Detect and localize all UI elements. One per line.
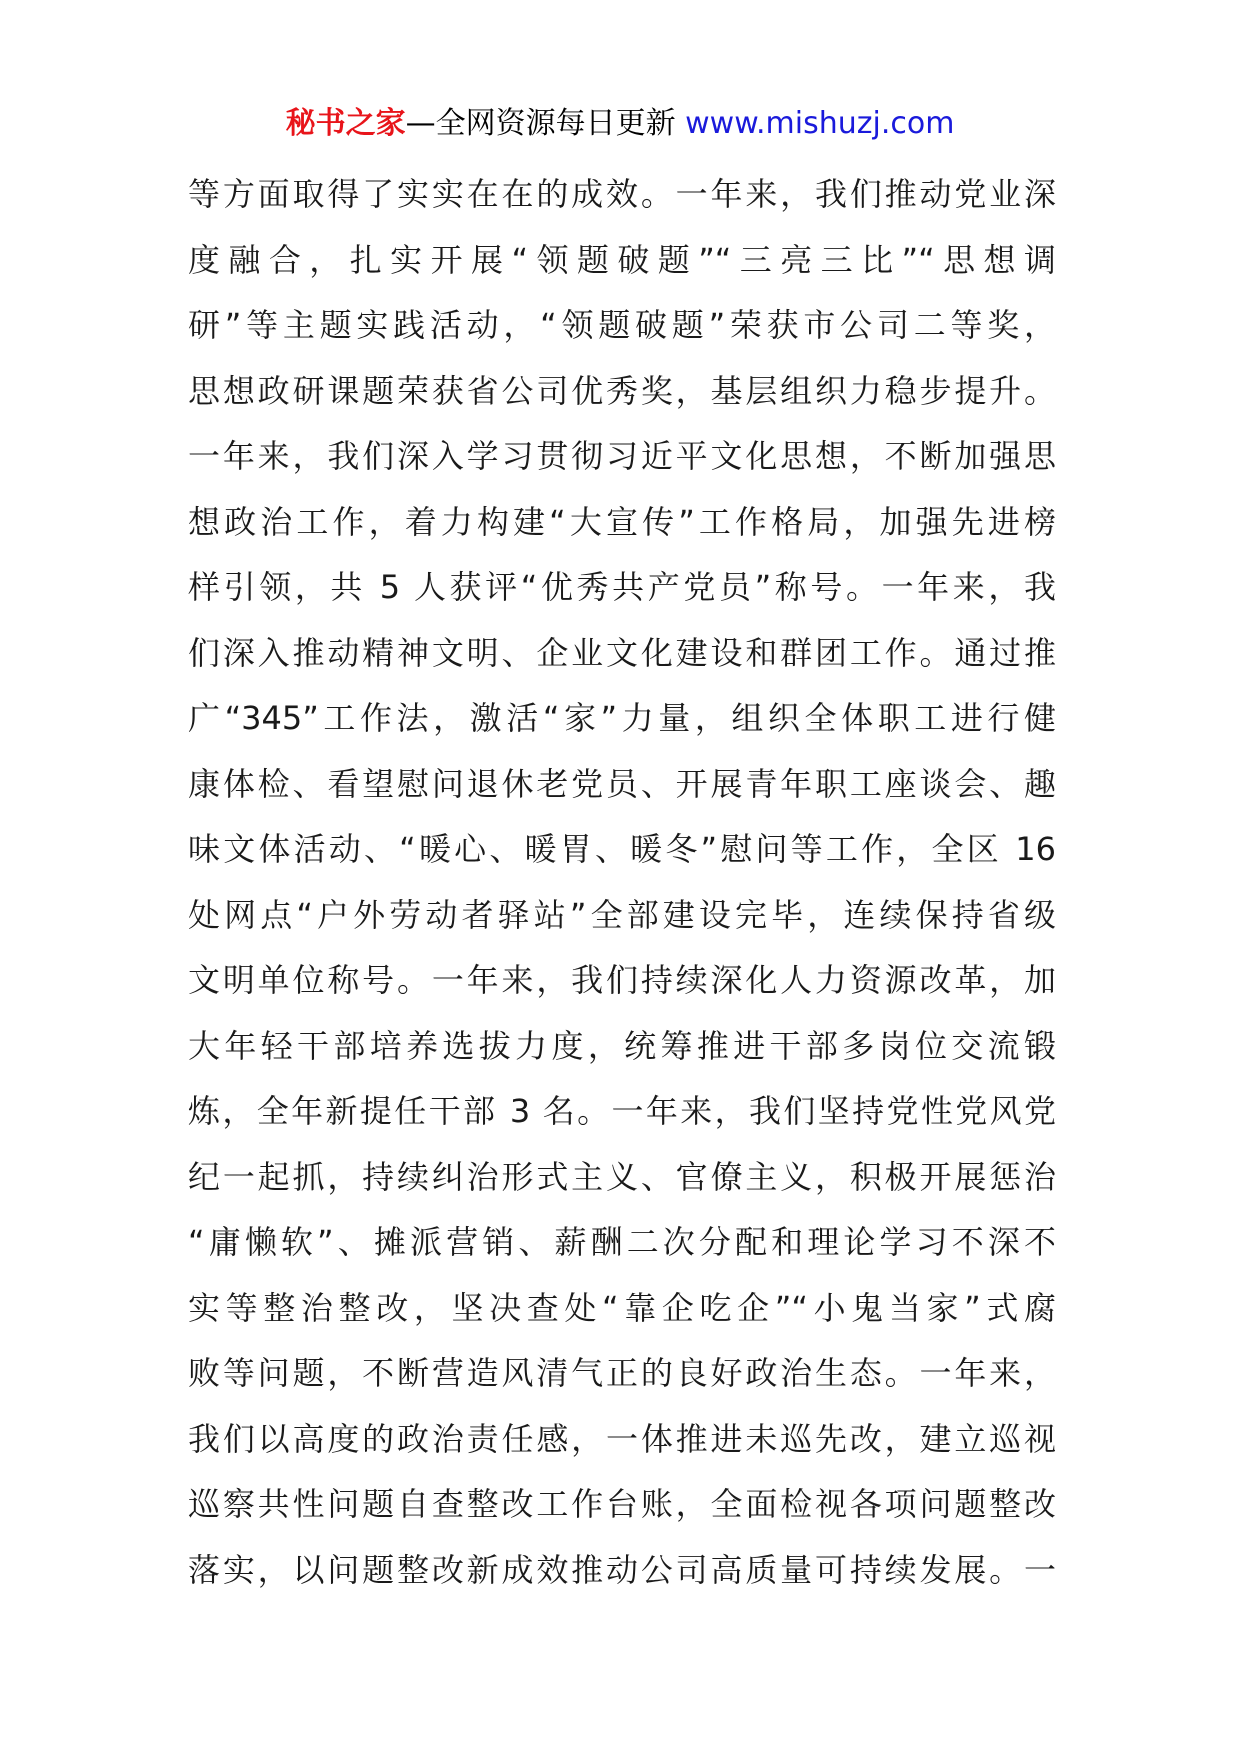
body-line: 研”等主题实践活动，“领题破题”荣获市公司二等奖， bbox=[188, 306, 1056, 344]
body-line: 想政治工作，着力构建“大宣传”工作格局，加强先进榜 bbox=[188, 502, 1056, 541]
body-line: 大年轻干部培养选拔力度，统筹推进干部多岗位交流锻 bbox=[188, 1026, 1056, 1065]
website-link[interactable]: www.mishuzj.com bbox=[685, 106, 955, 141]
body-line: 处网点“户外劳动者驿站”全部建设完毕，连续保持省级 bbox=[188, 895, 1056, 934]
body-line: 巡察共性问题自查整改工作台账，全面检视各项问题整改 bbox=[188, 1485, 1056, 1523]
header-tagline: —全网资源每日更新 bbox=[405, 106, 676, 141]
body-line: 味文体活动、“暖心、暖胃、暖冬”慰问等工作，全区 16 bbox=[188, 830, 1056, 868]
body-line: 炼，全年新提任干部 3 名。一年来，我们坚持党性党风党 bbox=[188, 1092, 1056, 1130]
document-body bbox=[188, 162, 1056, 1603]
page-header bbox=[0, 102, 1240, 146]
body-line: 实等整治整改，坚决查处“靠企吃企”“小鬼当家”式腐 bbox=[188, 1288, 1056, 1327]
body-line: “庸懒软”、摊派营销、薪酬二次分配和理论学习不深不 bbox=[188, 1223, 1056, 1261]
body-line: 文明单位称号。一年来，我们持续深化人力资源改革，加 bbox=[188, 961, 1056, 999]
body-line: 们深入推动精神文明、企业文化建设和群团工作。通过推 bbox=[188, 633, 1056, 672]
body-line: 我们以高度的政治责任感，一体推进未巡先改，建立巡视 bbox=[188, 1419, 1056, 1458]
body-line: 等方面取得了实实在在的成效。一年来，我们推动党业深 bbox=[188, 175, 1056, 213]
body-line: 落实，以问题整改新成效推动公司高质量可持续发展。一 bbox=[188, 1550, 1056, 1589]
body-line: 一年来，我们深入学习贯彻习近平文化思想，不断加强思 bbox=[188, 437, 1056, 475]
body-line: 度融合，扎实开展“领题破题”“三亮三比”“思想调 bbox=[188, 240, 1056, 279]
body-line: 思想政研课题荣获省公司优秀奖，基层组织力稳步提升。 bbox=[188, 371, 1056, 410]
body-line: 康体检、看望慰问退休老党员、开展青年职工座谈会、趣 bbox=[188, 764, 1056, 803]
body-line: 纪一起抓，持续纠治形式主义、官僚主义，积极开展惩治 bbox=[188, 1157, 1056, 1196]
brand-name: 秘书之家 bbox=[285, 106, 406, 141]
body-line: 广“345”工作法，激活“家”力量，组织全体职工进行健 bbox=[188, 699, 1056, 737]
body-line: 样引领，共 5 人获评“优秀共产党员”称号。一年来，我 bbox=[188, 568, 1056, 606]
body-line: 败等问题，不断营造风清气正的良好政治生态。一年来， bbox=[188, 1354, 1056, 1392]
